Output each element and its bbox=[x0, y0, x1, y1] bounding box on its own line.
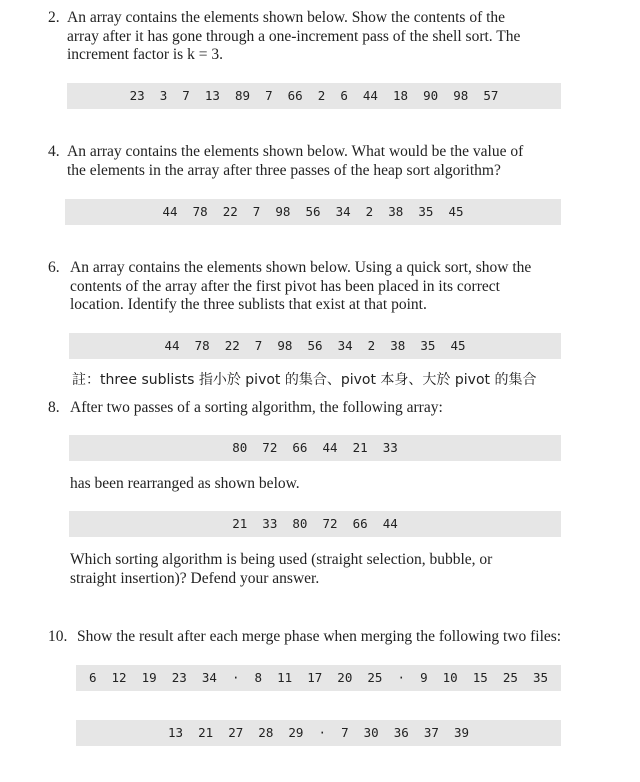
question-4 bbox=[48, 143, 562, 180]
array-box-before: 80 72 66 44 21 33 bbox=[69, 435, 561, 461]
array-box: 44 78 22 7 98 56 34 2 38 35 45 bbox=[69, 333, 561, 359]
question-number: 10. bbox=[48, 628, 68, 645]
chinese-note: 註：three sublists 指小於 pivot 的集合、pivot 本身、大於 pivot 的集合 bbox=[72, 372, 537, 388]
question-10 bbox=[48, 628, 562, 647]
question-text-line: location. Identify the three sublists that exist at that point. bbox=[70, 296, 427, 313]
array-box: 44 78 22 7 98 56 34 2 38 35 45 bbox=[65, 199, 561, 225]
merge-file-2: 13 21 27 28 29 · 7 30 36 37 39 bbox=[76, 720, 561, 746]
question-text-line: An array contains the elements shown below. Show the contents of the bbox=[67, 9, 506, 26]
question-8 bbox=[48, 399, 562, 418]
question-text-line: After two passes of a sorting algorithm, the following array: bbox=[70, 399, 443, 416]
question-text-line: straight insertion)? Defend your answer. bbox=[70, 569, 320, 587]
merge-file-1: 6 12 19 23 34 · 8 11 17 20 25 · 9 10 15 25 35 bbox=[76, 665, 561, 691]
question-text-line: the elements in the array after three passes of the heap sort algorithm? bbox=[67, 161, 501, 179]
question-2 bbox=[48, 9, 562, 65]
question-6 bbox=[48, 259, 562, 315]
array-box: 23 3 7 13 89 7 66 2 6 44 18 90 98 57 bbox=[67, 83, 561, 109]
question-text-line: Show the result after each merge phase when merging the following two files: bbox=[77, 628, 562, 645]
question-text-line: Which sorting algorithm is being used (straight selection, bubble, or bbox=[70, 551, 493, 568]
question-8-followup bbox=[70, 551, 562, 588]
question-number: 2. bbox=[48, 9, 60, 26]
question-number: 6. bbox=[48, 259, 60, 276]
question-text-line: An array contains the elements shown below. What would be the value of bbox=[67, 143, 524, 160]
question-text-line: array after it has gone through a one-increment pass of the shell sort. The bbox=[67, 27, 521, 45]
question-text-line: increment factor is k = 3. bbox=[67, 46, 223, 63]
question-text-line: An array contains the elements shown below. Using a quick sort, show the bbox=[70, 259, 532, 276]
question-text-line: has been rearranged as shown below. bbox=[70, 475, 300, 492]
question-text-line: contents of the array after the first pivot has been placed in its correct bbox=[70, 277, 500, 295]
question-number: 8. bbox=[48, 399, 60, 416]
question-number: 4. bbox=[48, 143, 60, 160]
array-box-after: 21 33 80 72 66 44 bbox=[69, 511, 561, 537]
